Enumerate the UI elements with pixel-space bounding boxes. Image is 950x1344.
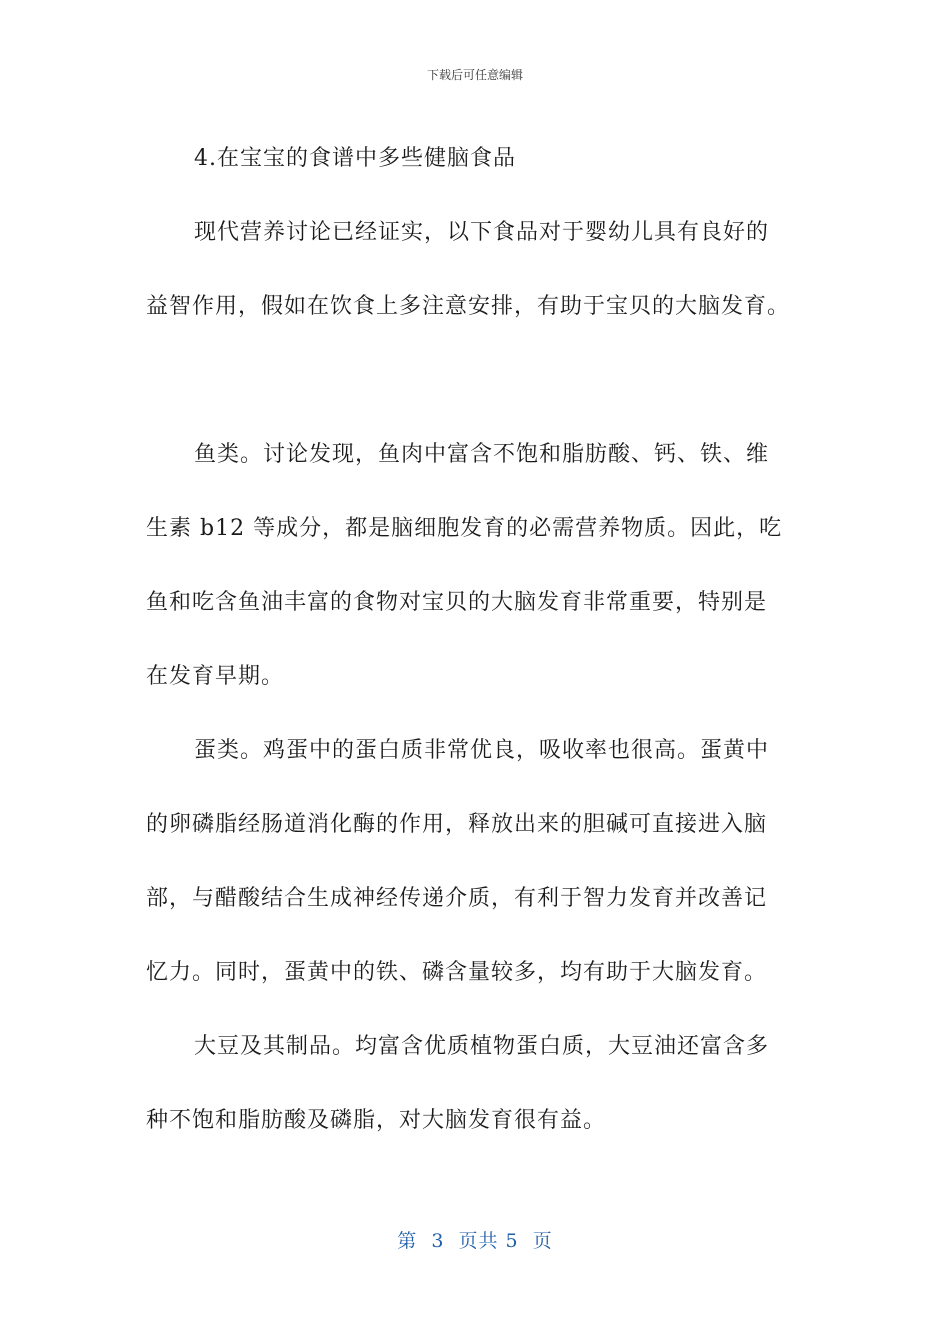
paragraph-spacer (146, 344, 806, 418)
eggs-line-1: 蛋类。鸡蛋中的蛋白质非常优良，吸收率也很高。蛋黄中 (194, 738, 770, 763)
fish-line-3: 鱼和吃含鱼油丰富的食物对宝贝的大脑发育非常重要，特别是 (146, 590, 768, 615)
section-heading: 4.在宝宝的食谱中多些健脑食品 (194, 146, 516, 171)
intro-line-2: 益智作用，假如在饮食上多注意安排，有助于宝贝的大脑发育。 (146, 294, 791, 319)
fish-line-2: 生素 b12 等成分，都是脑细胞发育的必需营养物质。因此，吃 (146, 516, 783, 541)
document-body (146, 122, 806, 1158)
soy-line-1: 大豆及其制品。均富含优质植物蛋白质，大豆油还富含多 (194, 1034, 770, 1059)
intro-line-1: 现代营养讨论已经证实，以下食品对于婴幼儿具有良好的 (194, 220, 770, 245)
page-footer: 第 3 页共 5 页 (397, 1230, 553, 1252)
eggs-line-2: 的卵磷脂经肠道消化酶的作用，释放出来的胆碱可直接进入脑 (146, 812, 768, 837)
fish-line-1: 鱼类。讨论发现，鱼肉中富含不饱和脂肪酸、钙、铁、维 (194, 442, 770, 467)
fish-line-4: 在发育早期。 (146, 664, 285, 689)
soy-line-2: 种不饱和脂肪酸及磷脂，对大脑发育很有益。 (146, 1108, 607, 1133)
eggs-line-3: 部，与醋酸结合生成神经传递介质，有利于智力发育并改善记 (146, 886, 768, 911)
eggs-line-4: 忆力。同时，蛋黄中的铁、磷含量较多，均有助于大脑发育。 (146, 960, 768, 985)
page-header: 下载后可任意编辑 (426, 68, 523, 82)
